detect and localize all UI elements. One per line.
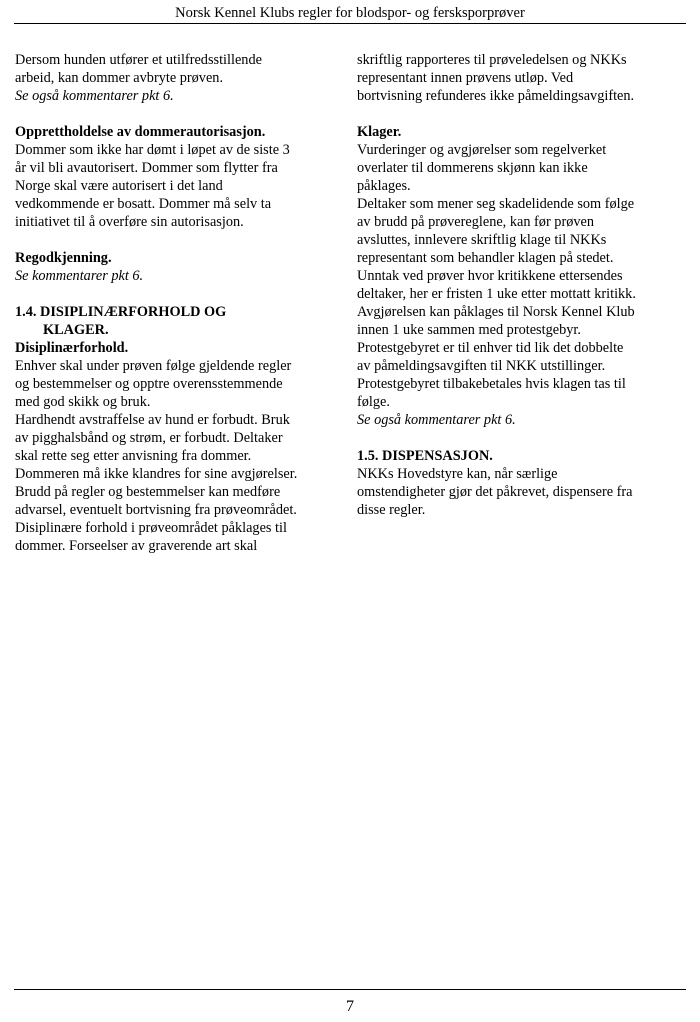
paragraph-gap	[357, 429, 687, 447]
text-line: av brudd på prøvereglene, kan før prøven	[357, 214, 594, 230]
text-line: Brudd på regler og bestemmelser kan medføre	[15, 484, 281, 500]
text-line: deltaker, her er fristen 1 uke etter mottatt kritikk.	[357, 286, 636, 302]
text-line: følge.	[357, 394, 390, 410]
text-line: advarsel, eventuelt bortvisning fra prøveområdet.	[15, 502, 297, 518]
text-line: Avgjørelsen kan påklages til Norsk Kennel Klub	[357, 304, 635, 320]
text-line: Unntak ved prøver hvor kritikkene ettersendes	[357, 268, 623, 284]
paragraph-gap	[15, 105, 340, 123]
paragraph-gap	[15, 231, 340, 249]
text-line: Protestgebyret tilbakebetales hvis klagen tas til	[357, 376, 626, 392]
text-line: Dersom hunden utfører et utilfredsstillende	[15, 52, 262, 68]
text-line: Protestgebyret er til enhver tid lik det dobbelte	[357, 340, 624, 356]
text-line: Klager.	[357, 124, 402, 140]
text-line: Norge skal være autorisert i det land	[15, 178, 223, 194]
text-line: skriftlig rapporteres til prøveledelsen og NKKs	[357, 52, 627, 68]
text-line: avsluttes, innlevere skriftlig klage til NKKs	[357, 232, 607, 248]
text-line: arbeid, kan dommer avbryte prøven.	[15, 70, 224, 86]
text-line: med god skikk og bruk.	[15, 394, 151, 410]
text-line: Dommer som ikke har dømt i løpet av de siste 3	[15, 142, 290, 158]
page-number: 7	[346, 998, 354, 1015]
text-line: år vil bli avautorisert. Dommer som flytter fra	[15, 160, 278, 176]
text-line: Disiplinærforhold.	[15, 340, 129, 356]
text-line: Hardhendt avstraffelse av hund er forbudt. Bruk	[15, 412, 290, 428]
text-line: 1.4. DISIPLINÆRFORHOLD OG	[15, 304, 227, 320]
text-line: 1.5. DISPENSASJON.	[357, 448, 493, 464]
text-line: og bestemmelser og opptre overensstemmende	[15, 376, 283, 392]
text-line: initiativet til å overføre sin autorisasjon.	[15, 214, 244, 230]
text-line: representant som behandler klagen på stedet.	[357, 250, 614, 266]
text-line: av påmeldingsavgiften til NKK utstillinger.	[357, 358, 606, 374]
text-line: Regodkjenning.	[15, 250, 112, 266]
footer-divider	[14, 989, 686, 990]
text-line: Disiplinære forhold i prøveområdet påklages til	[15, 520, 287, 536]
text-line: Vurderinger og avgjørelser som regelverket	[357, 142, 607, 158]
paragraph-gap	[357, 105, 687, 123]
text-line: Opprettholdelse av dommerautorisasjon.	[15, 124, 266, 140]
left-text-column	[15, 51, 340, 555]
text-line: disse regler.	[357, 502, 426, 518]
text-line: Se også kommentarer pkt 6.	[15, 88, 174, 104]
text-line: bortvisning refunderes ikke påmeldingsavgiften.	[357, 88, 635, 104]
text-line: Enhver skal under prøven følge gjeldende regler	[15, 358, 292, 374]
text-line: innen 1 uke sammen med protestgebyr.	[357, 322, 581, 338]
paragraph-gap	[15, 285, 340, 303]
text-line: representant innen prøvens utløp. Ved	[357, 70, 574, 86]
text-line: Se kommentarer pkt 6.	[15, 268, 144, 284]
text-line: vedkommende er bosatt. Dommer må selv ta	[15, 196, 272, 212]
text-line: av pigghalsbånd og strøm, er forbudt. Deltaker	[15, 430, 283, 446]
header-divider	[14, 23, 686, 24]
text-line: skal rette seg etter anvisning fra dommer.	[15, 448, 252, 464]
text-line: Deltaker som mener seg skadelidende som følge	[357, 196, 635, 212]
text-line: omstendigheter gjør det påkrevet, dispensere fra	[357, 484, 633, 500]
text-line: Se også kommentarer pkt 6.	[357, 412, 516, 428]
text-line: KLAGER.	[43, 322, 109, 338]
text-line: påklages.	[357, 178, 411, 194]
page-header: Norsk Kennel Klubs regler for blodspor- og fersksporprøver	[175, 5, 525, 21]
right-text-column	[357, 51, 687, 519]
text-line: Dommeren må ikke klandres for sine avgjørelser.	[15, 466, 298, 482]
text-line: NKKs Hovedstyre kan, når særlige	[357, 466, 558, 482]
text-line: dommer. Forseelser av graverende art skal	[15, 538, 258, 554]
text-line: overlater til dommerens skjønn kan ikke	[357, 160, 588, 176]
